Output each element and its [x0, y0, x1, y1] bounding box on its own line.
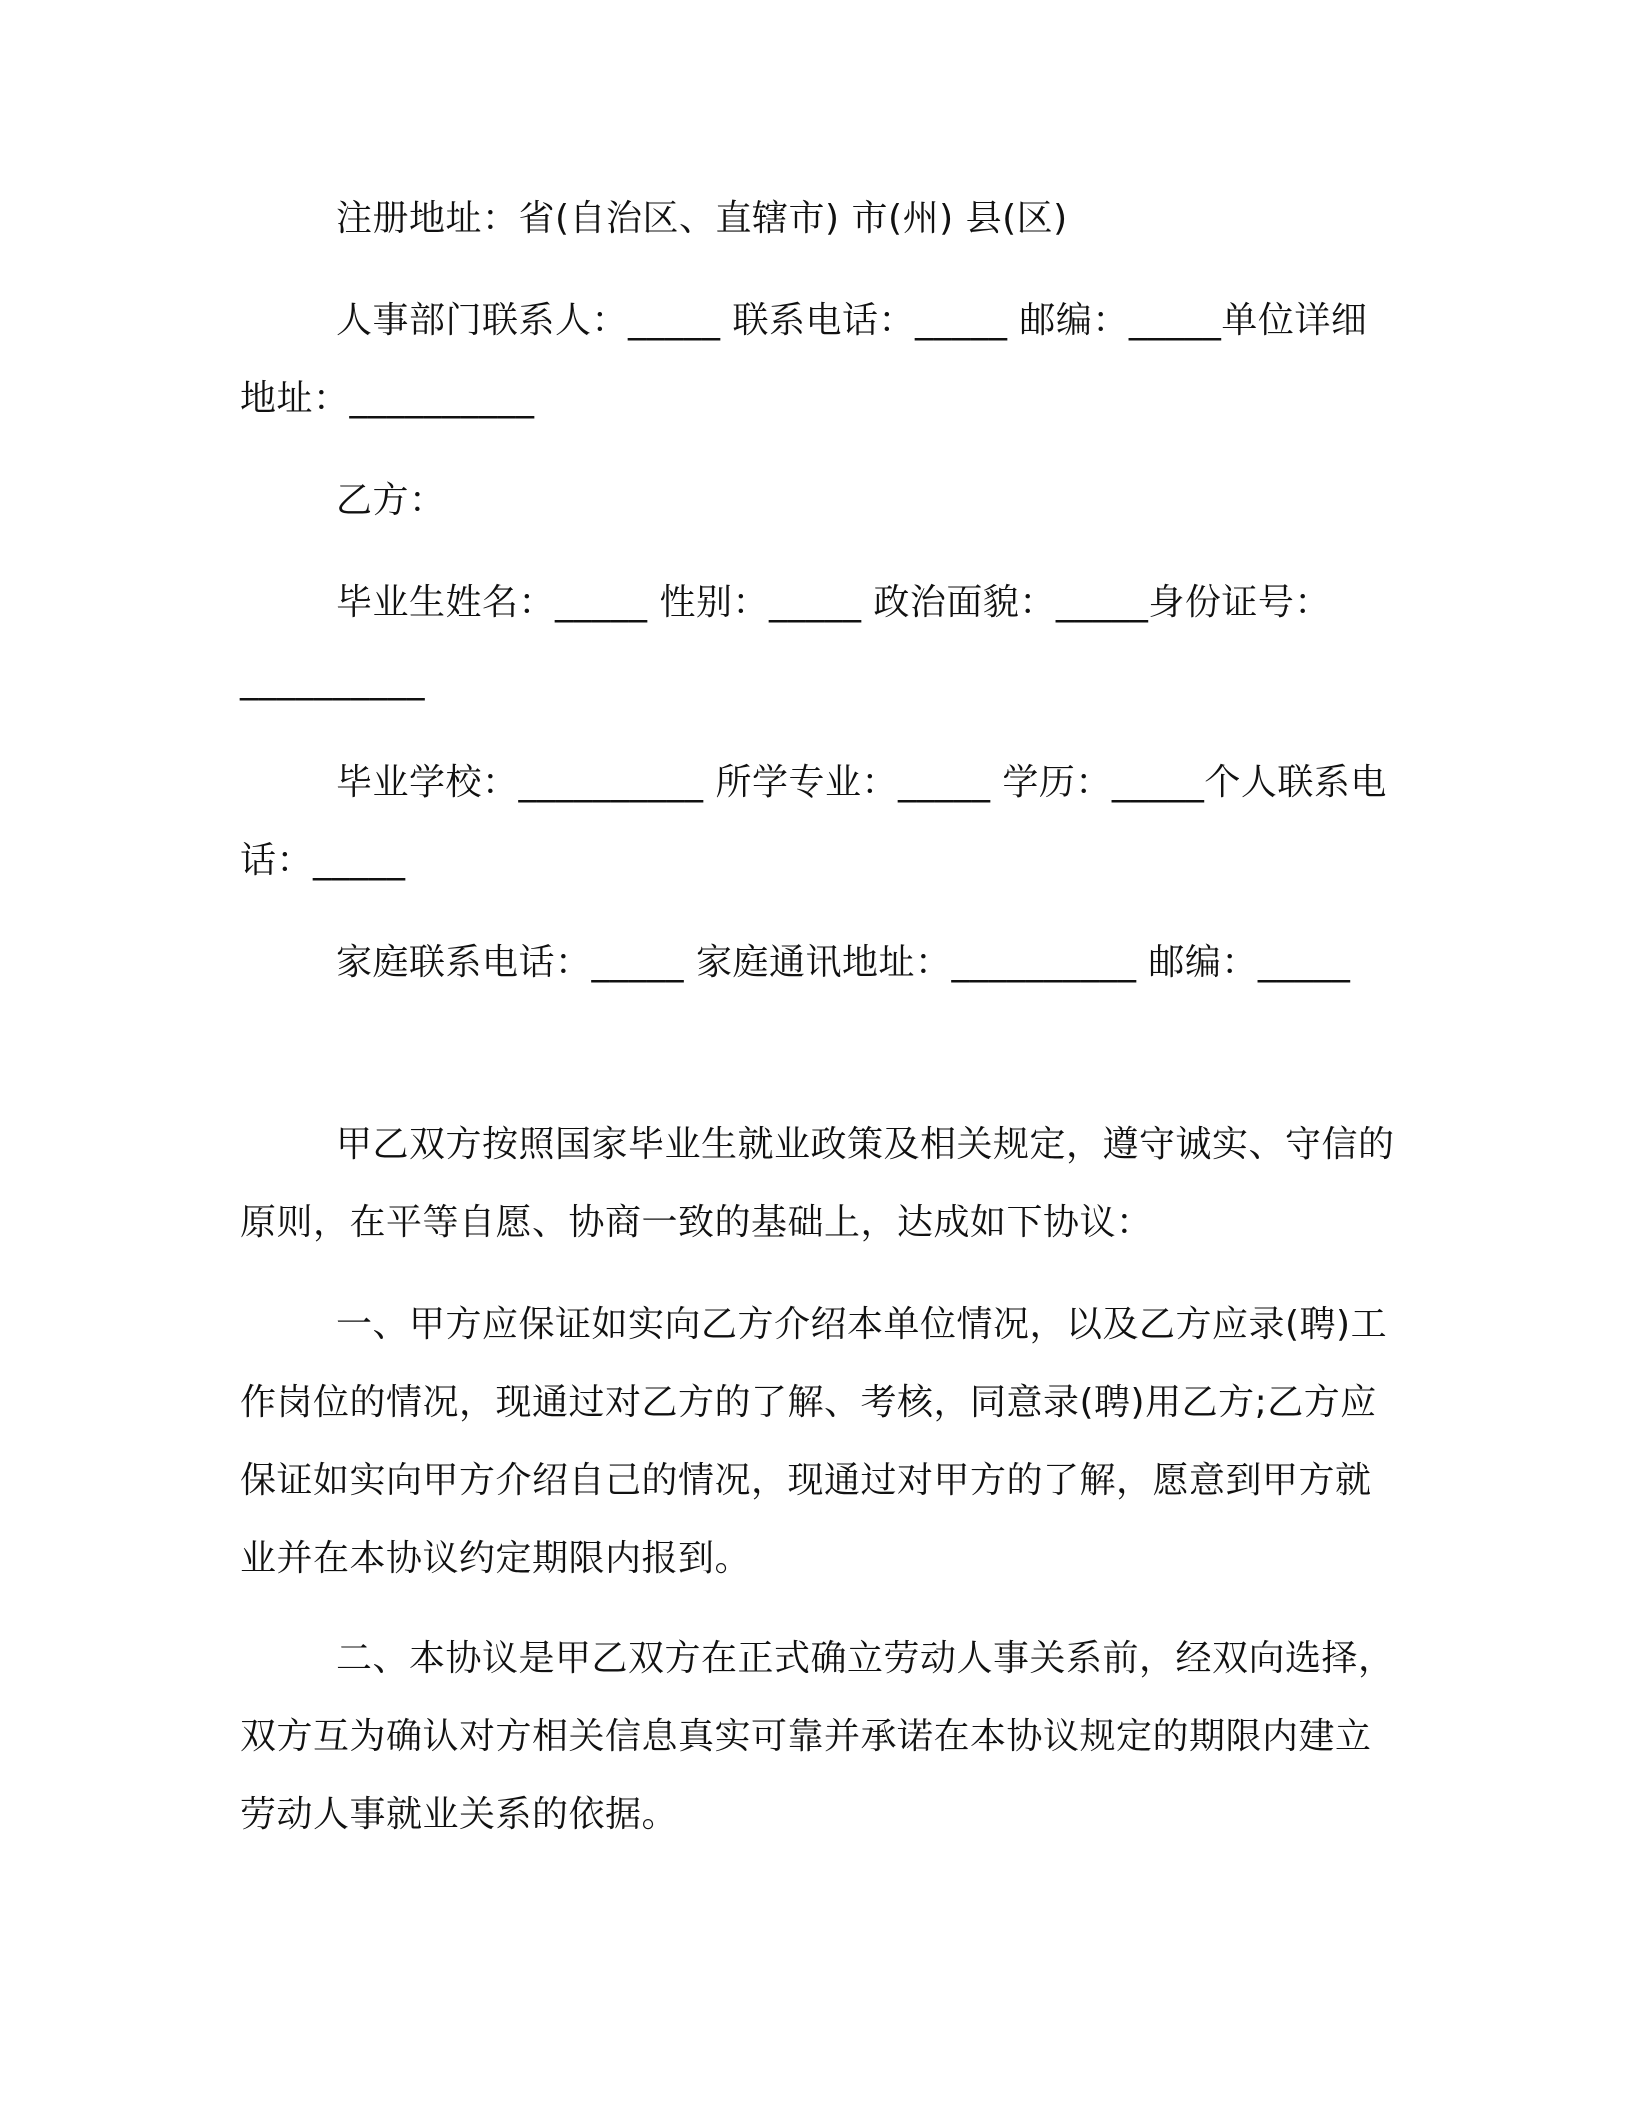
party-b-heading: 乙方：: [336, 480, 446, 521]
hr-contact-paragraph: 人事部门联系人：_____ 联系电话：_____ 邮编：_____单位详细地址：__________: [240, 300, 1368, 419]
clause-two: 二、本协议是甲乙双方在正式确立劳动人事关系前，经双向选择，双方互为确认对方相关信息真实可靠并承诺在本协议规定的期限内建立劳动人事就业关系的依据。: [240, 1638, 1395, 1835]
school-info-paragraph: 毕业学校：__________ 所学专业：_____ 学历：_____个人联系电话：_____: [240, 762, 1387, 881]
clause-one: 一、甲方应保证如实向乙方介绍本单位情况，以及乙方应录(聘)工作岗位的情况，现通过对乙方的了解、考核，同意录(聘)用乙方;乙方应保证如实向甲方介绍自己的情况，现通过对甲方的了解，愿意到甲方就业并在本协议约定期限内报到。: [240, 1304, 1388, 1579]
agreement-preamble: 甲乙双方按照国家毕业生就业政策及相关规定，遵守诚实、守信的原则，在平等自愿、协商一致的基础上，达成如下协议：: [240, 1124, 1395, 1243]
graduate-info-paragraph: 毕业生姓名：_____ 性别：_____ 政治面貌：_____身份证号：__________: [240, 582, 1331, 701]
family-contact-paragraph: 家庭联系电话：_____ 家庭通讯地址：__________ 邮编：_____: [336, 942, 1351, 983]
registered-address-line: 注册地址：省(自治区、直辖市) 市(州) 县(区): [336, 198, 1068, 239]
